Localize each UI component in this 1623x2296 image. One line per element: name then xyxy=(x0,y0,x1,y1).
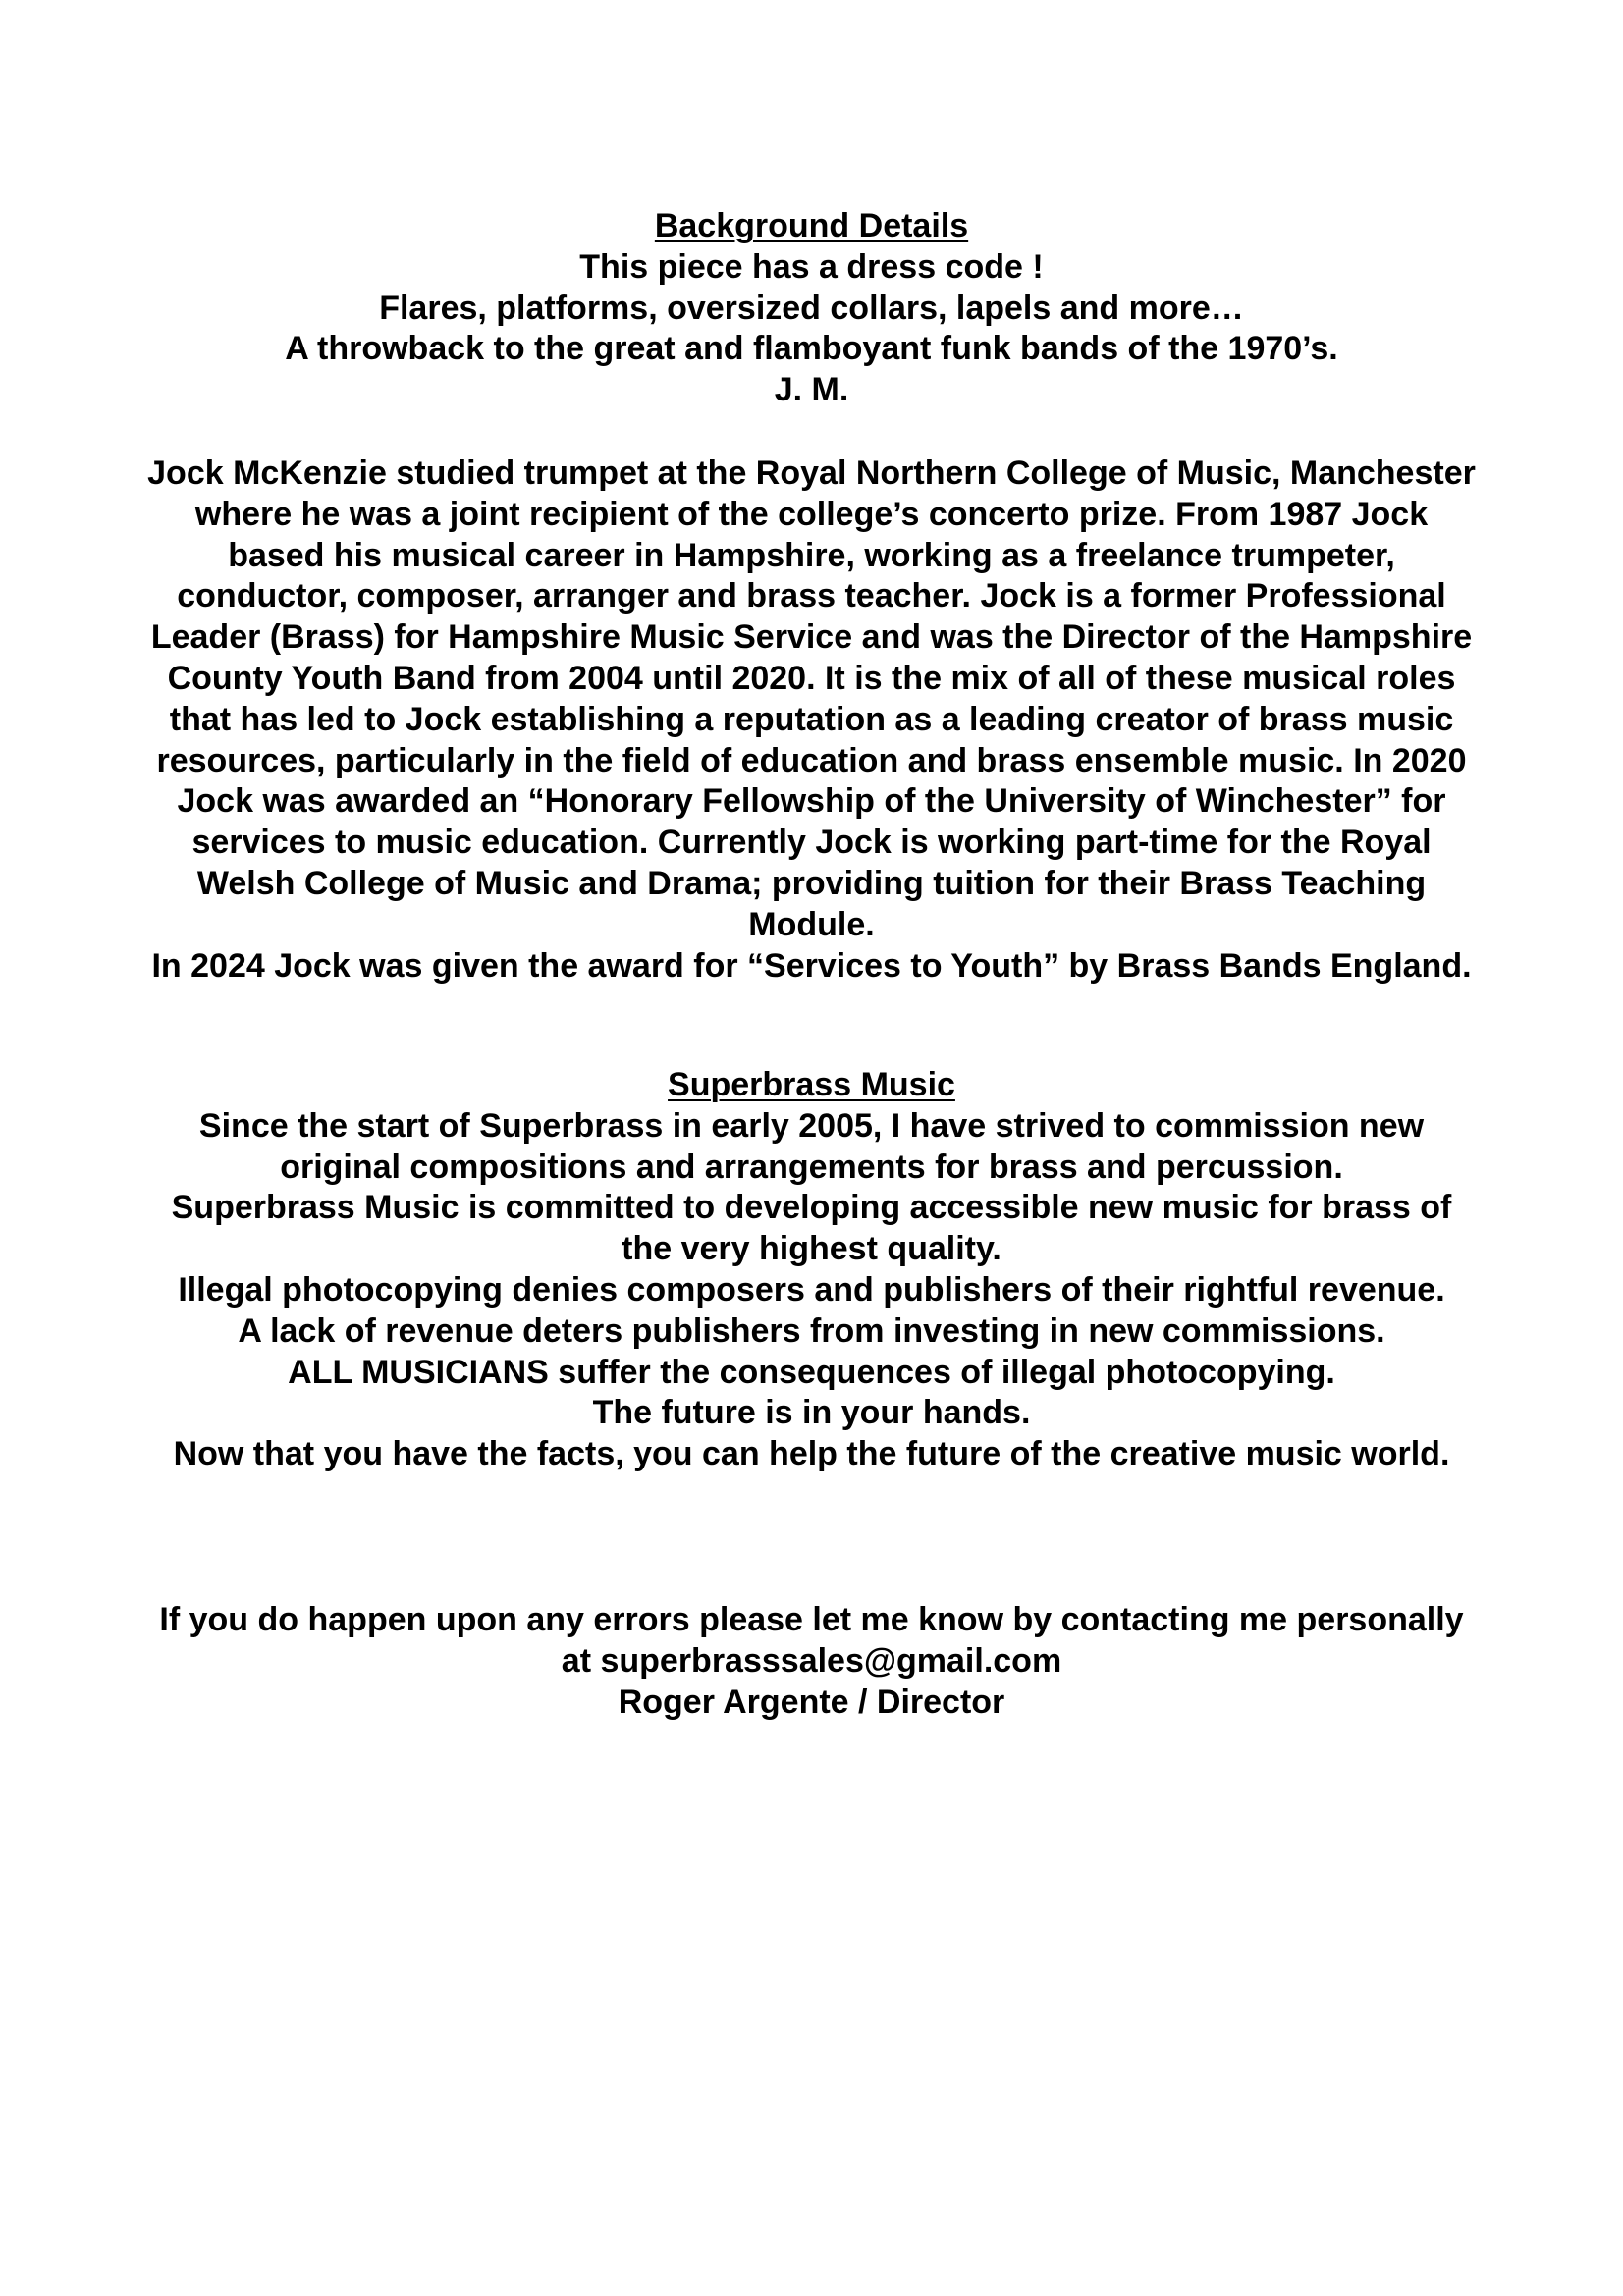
contact-message: If you do happen upon any errors please let me know by contacting me personally at superbrasssales@gmail.com xyxy=(159,1601,1464,1680)
all-musicians-line: ALL MUSICIANS suffer the consequences of illegal photocopying. xyxy=(288,1353,1335,1391)
revenue-line: A lack of revenue deters publishers from investing in new commissions. xyxy=(238,1311,1385,1350)
signature: Roger Argente / Director xyxy=(618,1682,1005,1721)
award-line: In 2024 Jock was given the award for “Services to Youth” by Brass Bands England. xyxy=(151,946,1472,985)
superbrass-music-heading: Superbrass Music xyxy=(668,1066,955,1103)
bio-paragraph: Jock McKenzie studied trumpet at the Royal Northern College of Music, Manchester where he was a joint recipient of the college’s concerto prize. From 1987 Jock based his musical career in Hampshire, working as a freelance trumpeter, conductor, composer, arranger and brass teacher. Jock is a former Professional Leader (Brass) for Hampshire Music Service and was the Director of the Hampshire County Youth Band from 2004 until 2020. It is the mix of all of these musical roles that has led to Jock establishing a reputation as a leading creator of brass music resources, particularly in the field of education and brass ensemble music. In 2020 Jock was awarded an “Honorary Fellowship of the University of Winchester” for services to music education. Currently Jock is working part-time for the Royal Welsh College of Music and Drama; providing tuition for their Brass Teaching Module. xyxy=(147,454,1476,943)
throwback-line: A throwback to the great and flamboyant funk bands of the 1970’s. xyxy=(285,330,1338,368)
future-line: The future is in your hands. xyxy=(592,1394,1031,1432)
initials-line: J. M. xyxy=(774,371,849,409)
commitment-line: Superbrass Music is committed to developing accessible new music for brass of the very highest quality. xyxy=(171,1189,1452,1268)
dress-code-line: This piece has a dress code ! xyxy=(579,247,1044,286)
background-details-heading: Background Details xyxy=(654,207,969,244)
background-details-section xyxy=(147,206,1476,411)
contact-section xyxy=(147,1600,1476,1723)
composer-bio-section xyxy=(147,454,1476,987)
dress-items-line: Flares, platforms, oversized collars, lapels and more… xyxy=(379,289,1244,327)
superbrass-music-section xyxy=(147,1065,1476,1475)
photocopying-line: Illegal photocopying denies composers and publishers of their rightful revenue. xyxy=(178,1270,1445,1308)
commission-line: Since the start of Superbrass in early 2005, I have strived to commission new original compositions and arrangements for brass and percussion. xyxy=(198,1106,1425,1186)
facts-line: Now that you have the facts, you can help the future of the creative music world. xyxy=(173,1435,1450,1473)
